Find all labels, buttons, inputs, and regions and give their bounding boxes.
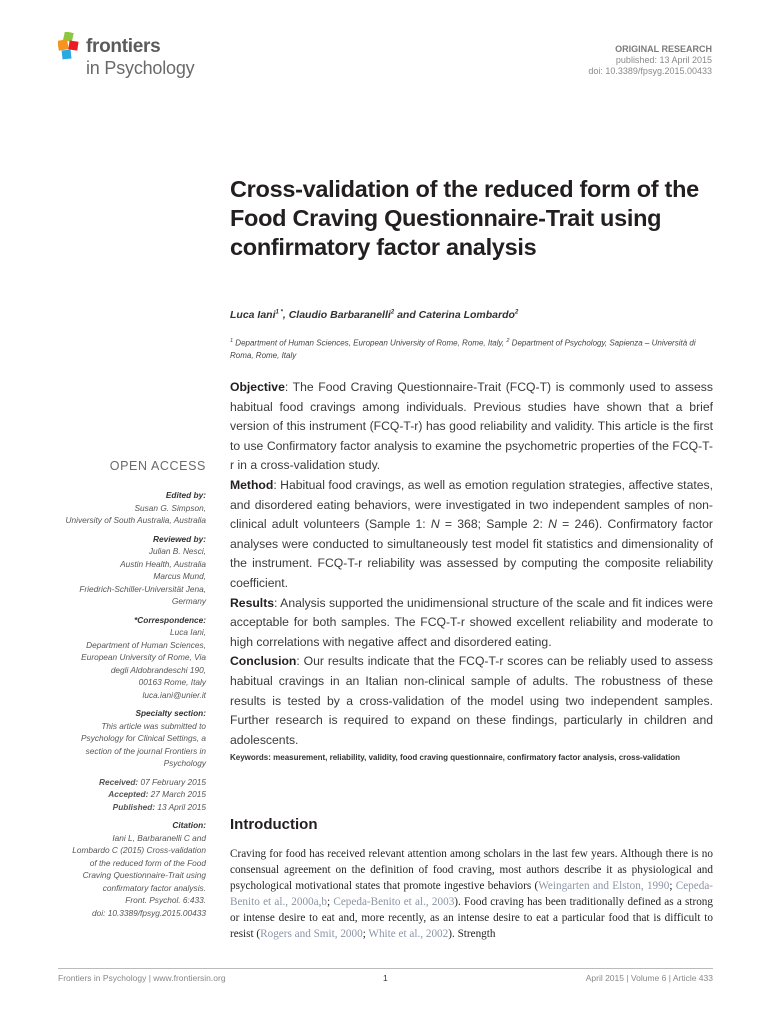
abstract-section-text: : Analysis supported the unidimensional structure of the scale and fit indices were acceptable for both samples. The FCQ-T-r showed excellent reliability and moderate to high correlations with negative affect and disordered eating. — [230, 595, 713, 649]
author-affiliation-mark: 2 — [514, 309, 519, 316]
abstract-objective — [230, 378, 713, 476]
accepted-date — [46, 788, 206, 801]
body-text: ; — [362, 927, 369, 940]
sidebar-heading: Citation: — [172, 820, 206, 830]
affiliation-number: 2 — [506, 338, 510, 344]
received-date — [46, 776, 206, 789]
article-doi[interactable]: doi: 10.3389/fpsyg.2015.00433 — [588, 66, 712, 76]
published-date: published: 13 April 2015 — [615, 55, 712, 65]
sidebar-heading: Edited by: — [165, 490, 206, 500]
abstract-method — [230, 476, 713, 594]
date-value: 07 February 2015 — [138, 776, 206, 787]
author-separator: and — [394, 309, 419, 321]
editor-affiliation: University of South Australia, Australia — [65, 515, 206, 525]
introduction-paragraph — [230, 847, 713, 942]
keywords-label: Keywords: — [230, 753, 271, 762]
citation-line: of the reduced form of the Food — [89, 857, 206, 868]
affiliation-text: Department of Psychology, Sapienza – Università di Roma, Rome, Italy — [230, 338, 696, 360]
citation-section — [46, 819, 206, 919]
citation-link[interactable]: White et al., 2002 — [368, 927, 449, 940]
citation-link[interactable]: Cepeda-Benito et al., 2003 — [333, 895, 455, 908]
article-type: ORIGINAL RESEARCH — [615, 44, 712, 54]
introduction-heading: Introduction — [230, 816, 318, 833]
reviewer-name[interactable]: Julian B. Nesci, — [148, 546, 206, 556]
abstract-section-label: Results — [230, 595, 275, 610]
author-list — [230, 309, 720, 321]
footer-issue-info: April 2015 | Volume 6 | Article 433 — [585, 973, 713, 983]
abstract-section-text: : Our results indicate that the FCQ-T-r scores can be reliably used to assess habitual cravings in an Italian non-clinical sample of adults. The robustness of these results is tested by a cross-validation of the model using two independent samples. Further research is required to expand on these findings, particularly in children and adolescents. — [230, 654, 713, 747]
article-meta — [588, 44, 712, 77]
keywords-text: measurement, reliability, validity, food craving questionnaire, confirmatory factor analysis, cross-validation — [270, 753, 681, 762]
journal-logo[interactable] — [58, 32, 218, 82]
journal-name-line2: in Psychology — [86, 58, 195, 78]
affiliations — [230, 335, 700, 362]
body-text: ; — [327, 895, 334, 908]
sidebar-heading: Accepted: — [108, 789, 149, 799]
author-name[interactable]: Caterina Lombardo — [418, 309, 515, 321]
affiliation-number: 1 — [230, 338, 234, 344]
abstract-section-label: Method — [230, 477, 274, 492]
sidebar-heading: *Correspondence: — [134, 614, 206, 625]
reviewer-affiliation: Friedrich-Schiller-Universität Jena, — [79, 583, 206, 594]
correspondence-email[interactable]: luca.iani@unier.it — [142, 689, 206, 700]
author-separator: , — [282, 309, 289, 321]
affiliation-text: Department of Human Sciences, European University of Rome, Rome, Italy, — [233, 338, 507, 348]
abstract-section-text: = 368; Sample 2: — [439, 517, 549, 532]
sidebar-heading: Specialty section: — [135, 708, 206, 718]
reviewer-name[interactable]: Marcus Mund, — [153, 571, 206, 581]
body-text: ). Strength — [448, 927, 496, 940]
article-info-sidebar — [46, 489, 206, 925]
specialty-line: Psychology — [163, 758, 206, 768]
abstract-section-text: : Habitual food cravings, as well as emotion regulation strategies, affective states, and disordered eating behaviors, were investigated in two independent samples of non-clinical adult volunteers (Sample 1: — [230, 477, 713, 532]
n-symbol: N — [548, 517, 557, 532]
abstract-section-label: Conclusion — [230, 654, 297, 669]
date-value: 27 March 2015 — [148, 789, 206, 799]
body-text: Craving for food has received relevant attention among scholars in the last few years. Although there is no consensual agreement on the definition of food craving, most authors describe it as physiological and psychological motivational states that promote ingestive behaviors ( — [230, 848, 713, 892]
citation-line: confirmatory factor analysis. — [102, 882, 206, 893]
page-number: 1 — [383, 973, 388, 983]
body-text: ; — [669, 879, 676, 892]
sidebar-heading: Received: — [98, 776, 139, 787]
journal-name-line1: frontiers — [86, 36, 161, 57]
abstract-section-label: Objective — [230, 380, 285, 394]
specialty-line: This article was submitted to — [101, 720, 206, 731]
citation-line: Lombardo C (2015) Cross-validation — [72, 845, 206, 855]
reviewer-affiliation: Germany — [171, 596, 206, 606]
open-access-label: OPEN ACCESS — [109, 459, 206, 473]
article-title: Cross-validation of the reduced form of the Food Craving Questionnaire-Trait using confirmatory factor analysis — [230, 176, 699, 260]
dates-section — [46, 776, 206, 814]
edited-by-section — [46, 489, 206, 527]
sidebar-heading: Published: — [112, 801, 156, 812]
correspondence-line: European University of Rome, Via — [81, 652, 206, 662]
citation-line: Iani L, Barbaranelli C and — [112, 832, 206, 843]
date-value: 13 April 2015 — [155, 801, 206, 812]
specialty-line: section of the journal Frontiers in — [85, 745, 206, 756]
keywords — [230, 752, 713, 764]
author-affiliation-mark: 1 * — [275, 309, 283, 316]
citation-link[interactable]: Rogers and Smit, 2000 — [260, 927, 363, 940]
reviewer-affiliation: Austin Health, Australia — [120, 558, 206, 569]
citation-line: Front. Psychol. 6:433. — [125, 895, 206, 905]
reviewed-by-section — [46, 533, 206, 608]
abstract — [230, 378, 713, 750]
abstract-section-text: = 246). Confirmatory factor analyses were conducted to simultaneously test model fit statistics and dimensionality of the instrument. FCQ-T-r reliability was assessed by computing the composite reliability coefficient. — [230, 517, 713, 590]
citation-link[interactable]: Cepeda-Benito et al., 2000a,b — [230, 879, 714, 908]
citation-link[interactable]: Weingarten and Elston, 1990 — [538, 879, 670, 892]
sidebar-heading: Reviewed by: — [152, 533, 206, 544]
frontiers-logo-icon — [58, 32, 84, 62]
author-name[interactable]: Claudio Barbaranelli — [288, 309, 391, 321]
editor-name[interactable]: Susan G. Simpson, — [134, 502, 206, 513]
correspondence-line: Luca Iani, — [170, 627, 206, 637]
correspondence-section — [46, 614, 206, 702]
correspondence-line: degli Aldobrandeschi 190, — [110, 664, 206, 675]
abstract-results — [230, 594, 713, 653]
body-text: ). Food craving has been traditionally defined as a strong or intense desire to eat and, more recently, as an intense desire to eat a particular food that is difficult to resist ( — [230, 895, 713, 940]
abstract-section-text: : The Food Craving Questionnaire-Trait (FCQ-T) is commonly used to assess habitual food cravings among individuals. Previous studies have shown that a brief version of this instrument (FCQ-T-r) has good reliability and validity. This article is the first to use Confirmatory factor analysis to examine the psychometric properties of the FCQ-T-r in a cross-validation study. — [230, 380, 713, 473]
specialty-line: Psychology for Clinical Settings, a — [81, 733, 206, 743]
citation-line: Craving Questionnaire-Trait using — [82, 870, 206, 880]
specialty-section — [46, 707, 206, 770]
author-name[interactable]: Luca Iani — [230, 309, 276, 321]
footer-journal-link[interactable]: Frontiers in Psychology | www.frontiersin.org — [58, 973, 226, 983]
abstract-conclusion — [230, 652, 713, 750]
n-symbol: N — [430, 517, 440, 532]
correspondence-line: Department of Human Sciences, — [86, 639, 206, 650]
correspondence-line: 00163 Rome, Italy — [138, 677, 206, 687]
published-date-sidebar — [46, 801, 206, 814]
footer-divider — [58, 968, 713, 969]
author-affiliation-mark: 2 — [390, 309, 395, 316]
citation-doi[interactable]: doi: 10.3389/fpsyg.2015.00433 — [92, 907, 206, 918]
